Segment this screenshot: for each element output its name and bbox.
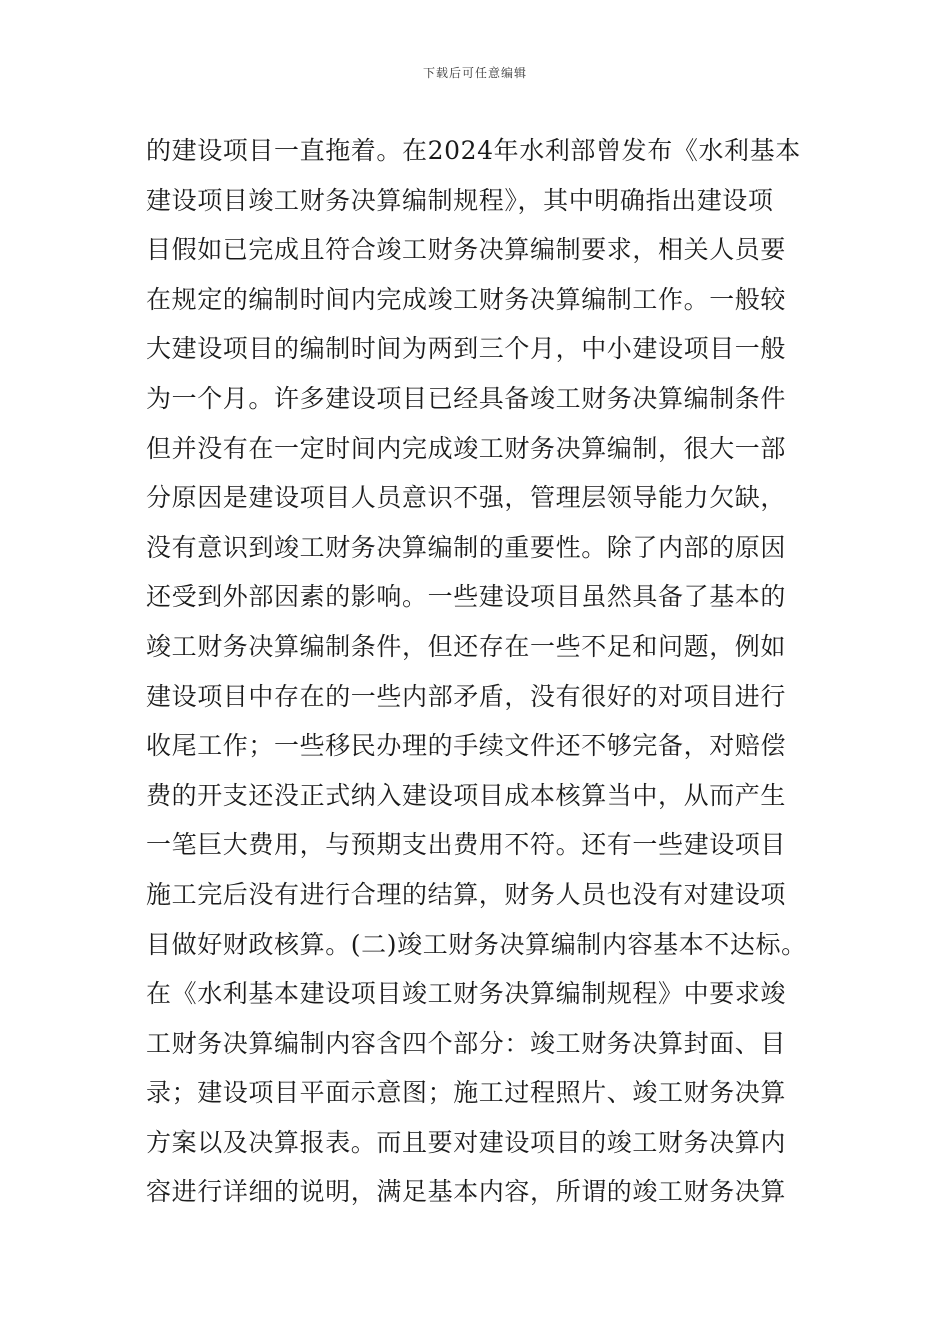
- text-line: 建设项目竣工财务决算编制规程》，其中明确指出建设项: [146, 185, 774, 215]
- text-line: 目做好财政核算。(二)竣工财务决算编制内容基本不达标。: [146, 929, 807, 959]
- body-paragraph: [146, 126, 846, 1217]
- text-line: 费的开支还没正式纳入建设项目成本核算当中，从而产生: [146, 780, 787, 810]
- text-line: 在《水利基本建设项目竣工财务决算编制规程》中要求竣: [146, 979, 787, 1009]
- text-line: 建设项目中存在的一些内部矛盾，没有很好的对项目进行: [146, 681, 787, 711]
- text-line: 分原因是建设项目人员意识不强，管理层领导能力欠缺，: [146, 483, 787, 513]
- text-line: 没有意识到竣工财务决算编制的重要性。除了内部的原因: [146, 532, 787, 562]
- text-line: 的建设项目一直拖着。在2024年水利部曾发布《水利基本: [146, 136, 801, 165]
- text-line: 收尾工作；一些移民办理的手续文件还不够完备，对赔偿: [146, 731, 787, 761]
- text-line: 竣工财务决算编制条件，但还存在一些不足和问题，例如: [146, 631, 787, 661]
- text-line: 方案以及决算报表。而且要对建设项目的竣工财务决算内: [146, 1127, 787, 1157]
- text-line: 目假如已完成且符合竣工财务决算编制要求，相关人员要: [146, 235, 787, 265]
- text-line: 一笔巨大费用，与预期支出费用不符。还有一些建设项目: [146, 830, 787, 860]
- text-line: 容进行详细的说明，满足基本内容，所谓的竣工财务决算: [146, 1177, 787, 1207]
- text-line: 但并没有在一定时间内完成竣工财务决算编制，很大一部: [146, 433, 787, 463]
- text-line: 施工完后没有进行合理的结算，财务人员也没有对建设项: [146, 879, 787, 909]
- text-line: 还受到外部因素的影响。一些建设项目虽然具备了基本的: [146, 582, 787, 612]
- header-note: 下载后可任意编辑: [422, 66, 527, 80]
- text-line: 录；建设项目平面示意图；施工过程照片、竣工财务决算: [146, 1078, 787, 1108]
- text-line: 大建设项目的编制时间为两到三个月，中小建设项目一般: [146, 334, 787, 364]
- text-line: 工财务决算编制内容含四个部分：竣工财务决算封面、目: [146, 1028, 787, 1058]
- text-line: 为一个月。许多建设项目已经具备竣工财务决算编制条件: [146, 383, 787, 413]
- text-line: 在规定的编制时间内完成竣工财务决算编制工作。一般较: [146, 284, 787, 314]
